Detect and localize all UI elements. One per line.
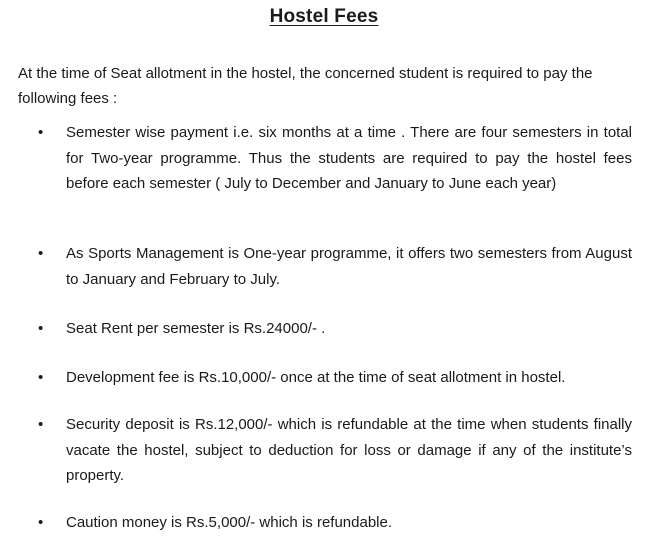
- page-title: Hostel Fees: [269, 6, 379, 27]
- bullet-icon: •: [38, 245, 44, 262]
- bullet-icon: •: [38, 514, 44, 531]
- list-item-text: Security deposit is Rs.12,000/- which is refundable at the time when students finally vacate the hostel, subject to deduction for loss or damage if any of the institute’s property.: [66, 416, 632, 484]
- bullet-icon: •: [38, 124, 44, 141]
- bullet-icon: •: [38, 416, 44, 433]
- bullet-icon: •: [38, 320, 44, 337]
- list-item-text: Caution money is Rs.5,000/- which is refundable.: [66, 514, 393, 531]
- intro-paragraph: At the time of Seat allotment in the hostel, the concerned student is required to pay the following fees :: [18, 65, 593, 107]
- bullet-icon: •: [38, 369, 44, 386]
- list-item-text: Semester wise payment i.e. six months at a time . There are four semesters in total for Two-year programme. Thus the students are required to pay the hostel fees before each semester ( July to December and January to June each year): [66, 124, 632, 192]
- list-item-text: Seat Rent per semester is Rs.24000/- .: [66, 320, 326, 337]
- list-item-text: As Sports Management is One-year programme, it offers two semesters from August to January and February to July.: [66, 245, 632, 288]
- list-item-text: Development fee is Rs.10,000/- once at the time of seat allotment in hostel.: [66, 369, 566, 386]
